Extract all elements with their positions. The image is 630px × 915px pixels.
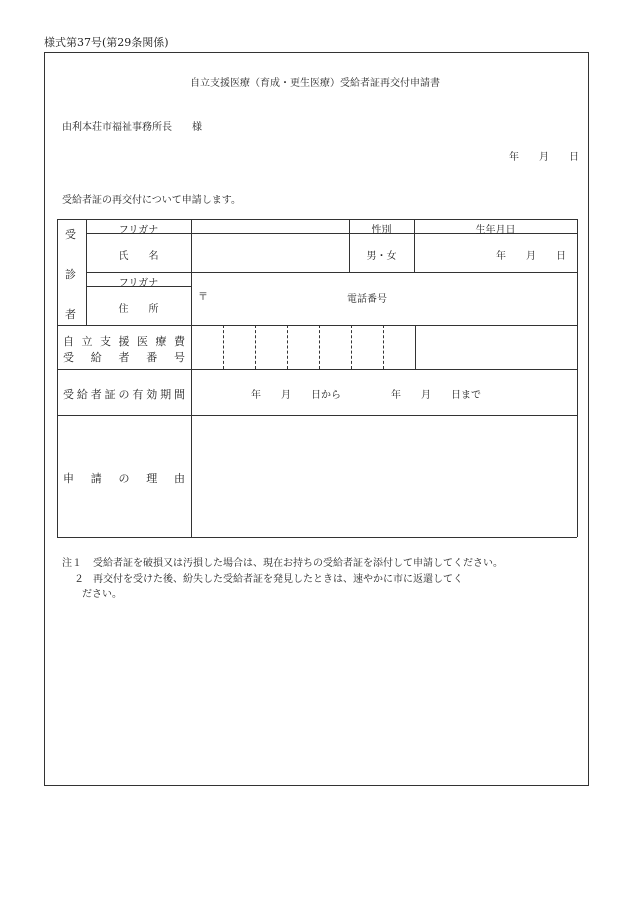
date-line[interactable]: 年 月 日 <box>509 152 579 163</box>
gender-header: 性別 <box>371 225 392 236</box>
cert-no-label-1: 自 立 支 援 医 療 費 <box>63 335 185 348</box>
birth-header: 生年月日 <box>475 225 516 236</box>
reason-label: 申 請 の 理 由 <box>63 472 185 485</box>
form-number: 様式第37号(第29条関係) <box>44 36 169 49</box>
name-label: 氏 名 <box>118 251 159 262</box>
furigana-label-1: フリガナ <box>118 225 159 236</box>
intro-text: 受給者証の再交付について申請します。 <box>62 195 241 206</box>
note-1: 受給者証を破損又は汚損した場合は、現在お持ちの受給者証を添付して申請してください。 <box>93 558 503 569</box>
address-label: 住 所 <box>118 304 159 315</box>
gender-value[interactable]: 男・女 <box>366 251 397 262</box>
validity-label: 受 給 者 証 の 有 効 期 間 <box>63 388 185 401</box>
note-2-line-1: 再交付を受けた後、紛失した受給者証を発見したときは、速やかに市に返還してく <box>93 574 463 585</box>
side-label-2: 診 <box>65 268 76 281</box>
cert-number-field[interactable] <box>192 326 415 368</box>
validity-value[interactable]: 年 月 日から 年 月 日まで <box>251 390 481 401</box>
phone-label: 電話番号 <box>347 294 387 305</box>
reason-field[interactable] <box>192 416 576 536</box>
cert-no-label-2: 受 給 者 番 号 <box>63 351 185 364</box>
birth-value[interactable]: 年 月 日 <box>496 251 566 262</box>
addressee: 由利本荘市福祉事務所長 様 <box>62 122 202 133</box>
postal-mark: 〒 <box>198 292 208 303</box>
furigana-label-2: フリガナ <box>118 278 159 289</box>
side-label-1: 受 <box>65 228 76 241</box>
form-title: 自立支援医療（育成・更生医療）受給者証再交付申請書 <box>190 78 440 89</box>
name-field[interactable] <box>192 234 348 271</box>
note-2-line-2: ださい。 <box>82 589 122 600</box>
address-field[interactable] <box>192 273 576 324</box>
note-1-prefix: 注１ <box>62 558 82 569</box>
note-2-prefix: ２ <box>74 574 84 585</box>
side-label-3: 者 <box>65 308 76 321</box>
